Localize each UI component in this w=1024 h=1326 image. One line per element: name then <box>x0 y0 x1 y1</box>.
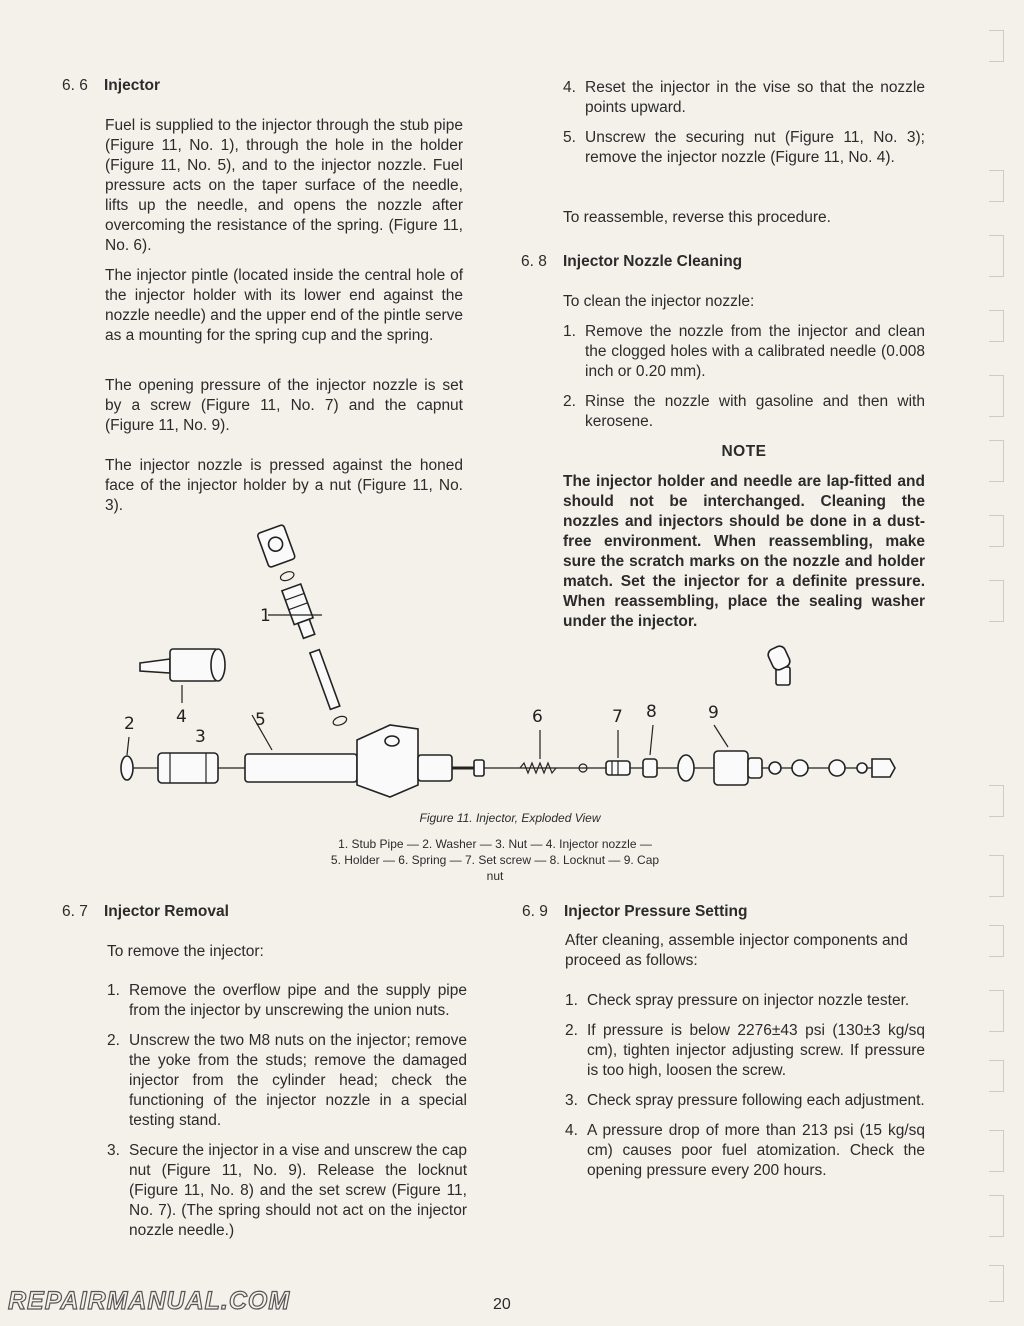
figure-label-4: 4 <box>176 707 187 727</box>
section-heading-injector <box>62 76 362 96</box>
figure-legend <box>280 836 710 884</box>
list-item: 4. A pressure drop of more than 213 psi (15 kg/sq cm) causes poor fuel atomization. Check the opening pressure every 200 hours. <box>565 1122 925 1179</box>
section-number: 6. 9 <box>522 903 548 920</box>
binding-edge-mark <box>989 515 1004 547</box>
binding-edge-mark <box>989 1060 1004 1092</box>
banjo-fitting <box>766 644 792 685</box>
note-title: NOTE <box>721 443 767 460</box>
section-number: 6. 6 <box>62 77 88 94</box>
pressure-steps <box>565 991 925 1191</box>
figure-label-6: 6 <box>532 707 543 727</box>
cleaning-intro: To clean the injector nozzle: <box>563 293 755 310</box>
binding-edge-mark <box>989 1195 1004 1237</box>
note-text: The injector holder and needle are lap-fitted and should not be interchanged. Cleaning the nozzles and injectors should be done in a dust-free environment. When reassembling, make sure the scratch marks on the nozzle and holder match. Set the injector for a definite pressure. When reassembling, place the sealing washer under the injector. <box>563 473 925 630</box>
list-item: 1. Remove the overflow pipe and the supply pipe from the injector by unscrewing the union nuts. <box>107 982 467 1019</box>
figure-caption: Figure 11. Injector, Exploded View <box>419 811 601 825</box>
binding-edge-mark <box>989 785 1004 817</box>
list-item: 2. If pressure is below 2276±43 psi (130±3 kg/sq cm), tighten injector adjusting screw. If pressure is too high, loosen the screw. <box>565 1022 925 1079</box>
section-heading-nozzle-cleaning <box>521 252 921 272</box>
binding-edge-mark <box>989 855 1004 897</box>
section-title: Injector Pressure Setting <box>564 903 748 920</box>
section-title: Injector <box>104 77 160 94</box>
removal-steps <box>107 981 467 1251</box>
figure-label-1: 1 <box>260 606 271 626</box>
removal-steps-continued <box>563 78 925 178</box>
section-heading-pressure-setting <box>522 902 922 922</box>
list-item: 2. Rinse the nozzle with gasoline and then with kerosene. <box>563 393 925 430</box>
binding-edge-mark <box>989 990 1004 1032</box>
paragraph-nozzle-pressed: The injector nozzle is pressed against the honed face of the injector holder by a nut (Figure 11, No. 3). <box>105 457 463 514</box>
list-item: 2. Unscrew the two M8 nuts on the injector; remove the yoke from the studs; remove the damaged injector from the cylinder head; check the functioning of the injector nozzle in a special testing stand. <box>107 1032 467 1129</box>
legend-line: 1. Stub Pipe — 2. Washer — 3. Nut — 4. Injector nozzle — <box>338 837 652 851</box>
section-title: Injector Removal <box>104 903 229 920</box>
binding-edge-mark <box>989 170 1004 202</box>
binding-edge-mark <box>989 580 1004 622</box>
binding-edge-mark <box>989 30 1004 62</box>
binding-edge-mark <box>989 925 1004 957</box>
section-title: Injector Nozzle Cleaning <box>563 253 743 270</box>
page-number: 20 <box>493 1296 511 1313</box>
figure-label-9: 9 <box>708 703 719 723</box>
figure-label-8: 8 <box>646 702 657 722</box>
figure-label-5: 5 <box>255 710 266 730</box>
section-number: 6. 7 <box>62 903 88 920</box>
binding-edge-mark <box>989 310 1004 342</box>
cleaning-steps <box>563 322 925 442</box>
figure-label-2: 2 <box>124 714 135 734</box>
figure-label-3: 3 <box>195 727 206 747</box>
legend-line: 5. Holder — 6. Spring — 7. Set screw — 8. Locknut — 9. Cap <box>330 853 660 867</box>
list-item: 4. Reset the injector in the vise so that the nozzle points upward. <box>563 79 925 116</box>
watermark-logo: REPAIRMANUAL.COM <box>8 1287 291 1315</box>
list-item: 3. Check spray pressure following each adjustment. <box>565 1092 925 1109</box>
list-item: 5. Unscrew the securing nut (Figure 11, No. 3); remove the injector nozzle (Figure 11, No. 4). <box>563 129 925 166</box>
binding-edge-mark <box>989 1130 1004 1172</box>
binding-edge-mark <box>989 1265 1004 1302</box>
legend-line: nut <box>486 869 504 883</box>
injector-nozzle-part <box>140 649 225 681</box>
pressure-intro: After cleaning, assemble injector components and proceed as follows: <box>565 932 908 969</box>
figure-label-7: 7 <box>612 707 623 727</box>
paragraph-opening-pressure: The opening pressure of the injector nozzle is set by a screw (Figure 11, No. 7) and the capnut (Figure 11, No. 9). <box>105 377 463 434</box>
section-heading-injector-removal <box>62 902 412 922</box>
list-item: 3. Secure the injector in a vise and unscrew the cap nut (Figure 11, No. 9). Release the locknut (Figure 11, No. 8) and the set screw (Figure 11, No. 7). (The spring should not act on the injector nozzle needle.) <box>107 1142 467 1239</box>
binding-edge-mark <box>989 440 1004 482</box>
list-item: 1. Check spray pressure on injector nozzle tester. <box>565 992 910 1009</box>
removal-intro: To remove the injector: <box>107 943 264 960</box>
binding-edge-mark <box>989 375 1004 417</box>
stub-pipe-assembly <box>257 524 354 729</box>
list-item: 1. Remove the nozzle from the injector and clean the clogged holes with a calibrated needle (0.008 inch or 0.20 mm). <box>563 323 925 380</box>
paragraph-fuel-supply: Fuel is supplied to the injector through the stub pipe (Figure 11, No. 1), through the hole in the holder (Figure 11, No. 5), and to the injector nozzle. Fuel pressure acts on the taper surface of the needle, lifts up the needle, and opens the nozzle after overcoming the resistance of the spring. (Figure 11, No. 6). <box>105 117 463 254</box>
binding-edge-mark <box>989 235 1004 277</box>
paragraph-pintle: The injector pintle (located inside the central hole of the injector holder with its lower end against the nozzle needle) and the upper end of the pintle serve as a mounting for the spring cup and the spring. <box>105 267 463 344</box>
section-number: 6. 8 <box>521 253 547 270</box>
injector-exploded-view-figure <box>100 515 920 810</box>
reassemble-text: To reassemble, reverse this procedure. <box>563 209 831 226</box>
